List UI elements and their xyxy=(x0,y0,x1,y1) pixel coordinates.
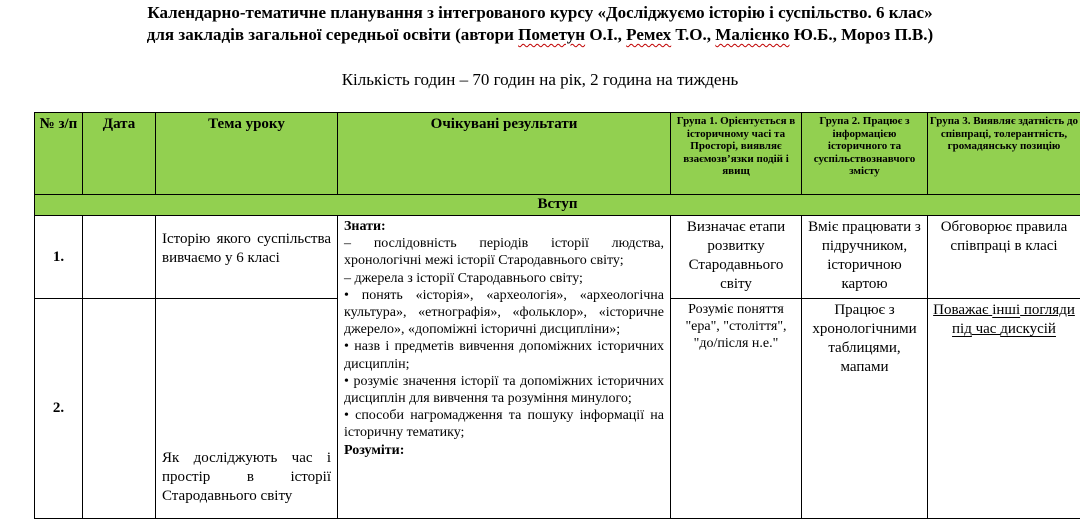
know-item: – джерела з історії Стародавнього світу; xyxy=(344,270,664,287)
title-line-2-prefix: для закладів загальної середньої освіти (автори xyxy=(147,25,518,44)
author-initials-2: Т.О., xyxy=(671,25,715,44)
results-cell xyxy=(338,216,671,519)
title-line-1: Календарно-тематичне планування з інтегрованого курсу «Досліджуємо історію і суспільство. 6 клас» xyxy=(0,2,1080,24)
planning-table xyxy=(34,112,1080,519)
title-line-2 xyxy=(0,24,1080,46)
col-header-num: № з/п xyxy=(35,113,83,195)
understand-label: Розуміти: xyxy=(344,442,664,459)
section-title: Вступ xyxy=(35,195,1080,216)
g3-word: інші xyxy=(992,302,1020,318)
g3-word: Поважає xyxy=(933,302,988,318)
author-initials-1: О.І., xyxy=(585,25,626,44)
date-cell[interactable] xyxy=(83,299,156,519)
g3-word: під xyxy=(952,321,972,337)
g3-word: час xyxy=(972,321,1000,337)
document-title xyxy=(0,2,1080,46)
know-item: • способи нагромадження та пошуку інформації на історичну тематику; xyxy=(344,407,664,441)
col-header-group-1: Група 1. Орієнтується в історичному часі та Просторі, виявляє взаємозв’язки подій і явищ xyxy=(671,113,802,195)
group-1-cell: Визначає етапи розвитку Стародавнього світу xyxy=(671,216,802,299)
section-row xyxy=(35,195,1080,216)
know-item: • назв і предметів вивчення допоміжних історичних дисциплін; xyxy=(344,338,664,372)
group-3-cell: Обговорює правила співпраці в класі xyxy=(928,216,1080,299)
group-1-cell: Розуміє поняття "ера", "століття", "до/після н.е." xyxy=(671,299,802,519)
col-header-topic: Тема уроку xyxy=(156,113,338,195)
g3-word: дискусій xyxy=(1000,321,1056,337)
g3-word: погляди xyxy=(1020,302,1075,318)
author-surname-1: Пометун xyxy=(518,25,585,44)
author-initials-3: Ю.Б., Мороз П.В.) xyxy=(789,25,933,44)
author-surname-2: Ремех xyxy=(626,25,671,44)
row-number: 2. xyxy=(35,299,83,519)
group-2-cell: Вміє працювати з підручником, історичною картою xyxy=(802,216,928,299)
know-item: – послідовність періодів історії людства, хронологічні межі історії Стародавнього світу; xyxy=(344,235,664,269)
col-header-results: Очікувані результати xyxy=(338,113,671,195)
table-header-row xyxy=(35,113,1080,195)
col-header-date: Дата xyxy=(83,113,156,195)
col-header-group-3: Група 3. Виявляє здатність до співпраці, толерантність, громадянську позицію xyxy=(928,113,1080,195)
group-2-cell: Працює з хронологічними таблицями, мапами xyxy=(802,299,928,519)
topic-cell: Історію якого суспільства вивчаємо у 6 класі xyxy=(156,216,338,299)
row-number: 1. xyxy=(35,216,83,299)
know-item: • розуміє значення історії та допоміжних історичних дисциплін для вивчення та розуміння минулого; xyxy=(344,373,664,407)
hours-info: Кількість годин – 70 годин на рік, 2 година на тиждень xyxy=(0,70,1080,90)
know-label: Знати: xyxy=(344,218,664,235)
col-header-group-2: Група 2. Працює з інформацією історичного та суспільствознавчого змісту xyxy=(802,113,928,195)
know-item: • понять «історія», «археологія», «археологічна культура», «етнографія», «фольклор», «історичне джерело», «допоміжні історичні дисципліни»; xyxy=(344,287,664,339)
date-cell[interactable] xyxy=(83,216,156,299)
group-3-cell xyxy=(928,299,1080,519)
table-row xyxy=(35,216,1080,299)
topic-cell: Як досліджують час і простір в історії Стародавнього світу xyxy=(156,299,338,519)
author-surname-3: Малієнко xyxy=(715,25,789,44)
